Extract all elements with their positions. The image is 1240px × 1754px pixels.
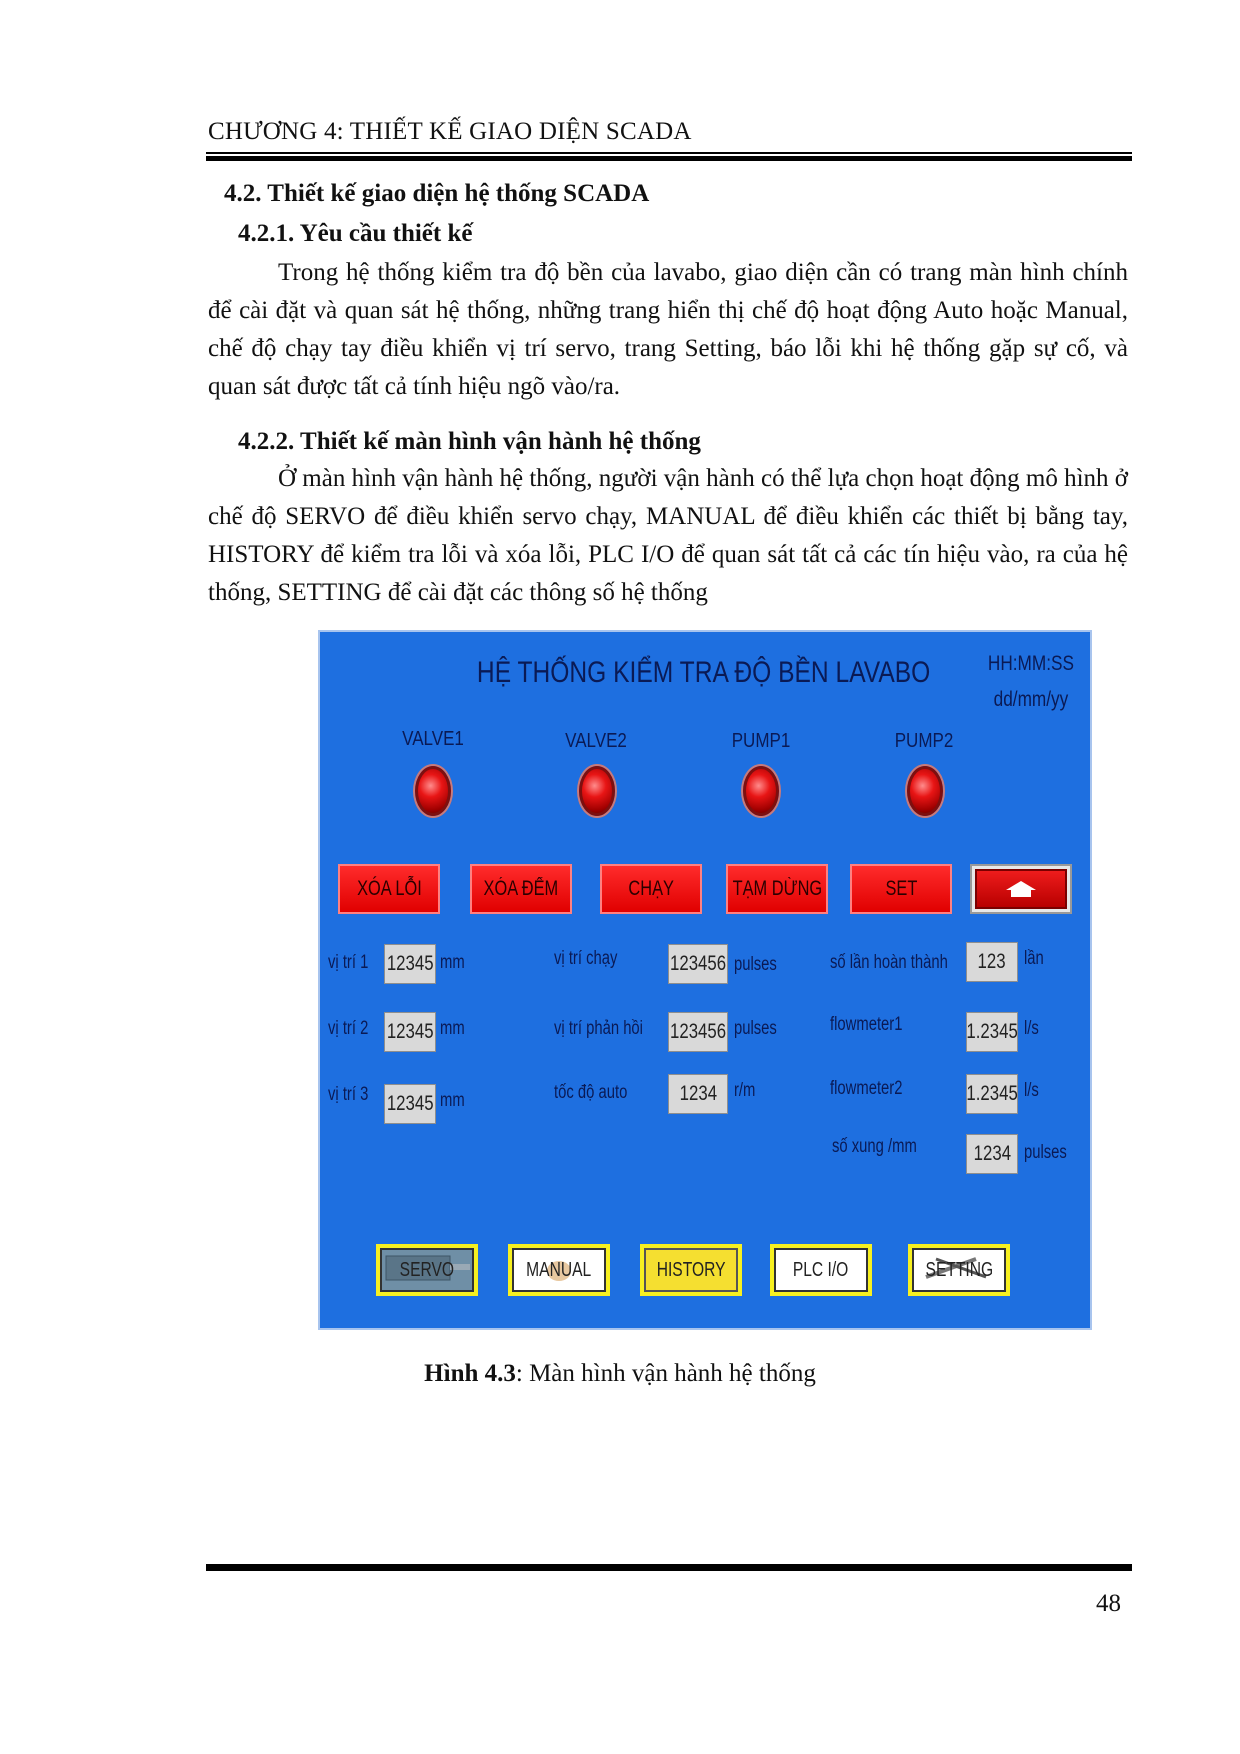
paragraph-2: Ở màn hình vận hành hệ thống, người vận hành có thể lựa chọn hoạt động mô hình ở chế độ SERVO để điều khiển servo chạy, MANUAL để điều khiển các thiết bị bằng tay, HISTORY để kiểm tra lỗi và xóa lỗi, PLC I/O để quan sát tất cả các tín hiệu vào, ra của hệ thống, SETTING để cài đặt các thông số hệ thống — [208, 465, 1128, 606]
home-icon — [1003, 880, 1039, 898]
position-3-unit: mm — [440, 1090, 465, 1111]
run-position-unit: pulses — [734, 954, 777, 975]
valve2-indicator-icon — [579, 766, 615, 816]
position-1-value[interactable]: 12345 — [384, 944, 436, 984]
auto-speed-value[interactable]: 1234 — [668, 1074, 728, 1114]
scada-title: HỆ THỐNG KIỂM TRA ĐỘ BỀN LAVABO — [476, 656, 931, 689]
pause-button[interactable]: TẠM DỪNG — [726, 864, 828, 914]
subsection-heading-2: 4.2.2. Thiết kế màn hình vận hành hệ thống — [238, 428, 701, 455]
date-display: dd/mm/yy — [993, 688, 1069, 711]
home-button[interactable] — [970, 864, 1072, 914]
section-heading: 4.2. Thiết kế giao diện hệ thống SCADA — [224, 180, 650, 207]
pulses-per-mm-value[interactable]: 1234 — [966, 1134, 1018, 1174]
flowmeter2-label: flowmeter2 — [830, 1078, 903, 1099]
flowmeter2-value: 1.2345 — [966, 1074, 1018, 1114]
position-3-value[interactable]: 12345 — [384, 1084, 436, 1124]
pulses-per-mm-unit: pulses — [1024, 1142, 1067, 1163]
figure-caption: Hình 4.3: Màn hình vận hành hệ thống — [424, 1360, 816, 1387]
clock-display — [988, 646, 1074, 718]
chapter-header: CHƯƠNG 4: THIẾT KẾ GIAO DIỆN SCADA — [208, 118, 692, 145]
flowmeter1-label: flowmeter1 — [830, 1014, 903, 1035]
pump1-indicator-icon — [743, 766, 779, 816]
auto-speed-label: tốc độ auto — [554, 1082, 628, 1103]
run-position-label: vị trí chạy — [554, 948, 618, 969]
lamp-label-valve2: VALVE2 — [565, 730, 627, 752]
scada-screen — [318, 630, 1092, 1330]
paragraph-1: Trong hệ thống kiểm tra độ bền của lavabo, giao diện cần có trang màn hình chính để cài đặt và quan sát hệ thống, những trang hiển thị chế độ hoạt động Auto hoặc Manual, chế độ chạy tay điều khiển vị trí servo, trang Setting, báo lỗi khi hệ thống gặp sự cố, và quan sát được tất cả tính hiệu ngõ vào/ra. — [208, 259, 1128, 400]
flowmeter2-unit: l/s — [1024, 1080, 1039, 1101]
run-position-value: 123456 — [668, 944, 728, 984]
lamp-label-valve1: VALVE1 — [402, 728, 464, 750]
clear-error-button[interactable]: XÓA LỖI — [338, 864, 440, 914]
position-2-unit: mm — [440, 1018, 465, 1039]
footer-rule — [206, 1564, 1132, 1571]
pulses-per-mm-label: số xung /mm — [832, 1136, 917, 1157]
valve1-indicator-icon — [415, 766, 451, 816]
lamp-label-pump1: PUMP1 — [731, 730, 791, 752]
completed-count-label: số lần hoàn thành — [830, 952, 948, 973]
page-number: 48 — [1096, 1590, 1121, 1617]
auto-speed-unit: r/m — [734, 1080, 756, 1101]
feedback-position-value: 123456 — [668, 1012, 728, 1052]
nav-manual-button[interactable]: MANUAL — [508, 1244, 610, 1296]
nav-plc-io-button[interactable]: PLC I/O — [770, 1244, 872, 1296]
lamp-label-pump2: PUMP2 — [894, 730, 954, 752]
pump2-indicator-icon — [907, 766, 943, 816]
position-1-unit: mm — [440, 952, 465, 973]
feedback-position-unit: pulses — [734, 1018, 777, 1039]
position-2-value[interactable]: 12345 — [384, 1012, 436, 1052]
position-3-label: vị trí 3 — [328, 1084, 369, 1105]
flowmeter1-unit: l/s — [1024, 1018, 1039, 1039]
time-display: HH:MM:SS — [987, 652, 1074, 675]
header-rule-thick — [206, 156, 1132, 161]
completed-count-unit: lần — [1024, 948, 1044, 969]
nav-setting-button[interactable]: SETTING — [908, 1244, 1010, 1296]
feedback-position-label: vị trí phản hồi — [554, 1018, 643, 1039]
flowmeter1-value: 1.2345 — [966, 1012, 1018, 1052]
position-1-label: vị trí 1 — [328, 952, 369, 973]
nav-servo-button[interactable]: SERVO — [376, 1244, 478, 1296]
set-button[interactable]: SET — [850, 864, 952, 914]
subsection-heading-1: 4.2.1. Yêu cầu thiết kế — [238, 220, 473, 247]
run-button[interactable]: CHẠY — [600, 864, 702, 914]
position-2-label: vị trí 2 — [328, 1018, 369, 1039]
clear-counter-button[interactable]: XÓA ĐẾM — [470, 864, 572, 914]
nav-history-button[interactable]: HISTORY — [640, 1244, 742, 1296]
completed-count-value: 123 — [966, 942, 1018, 982]
header-rule-thin — [206, 152, 1132, 154]
